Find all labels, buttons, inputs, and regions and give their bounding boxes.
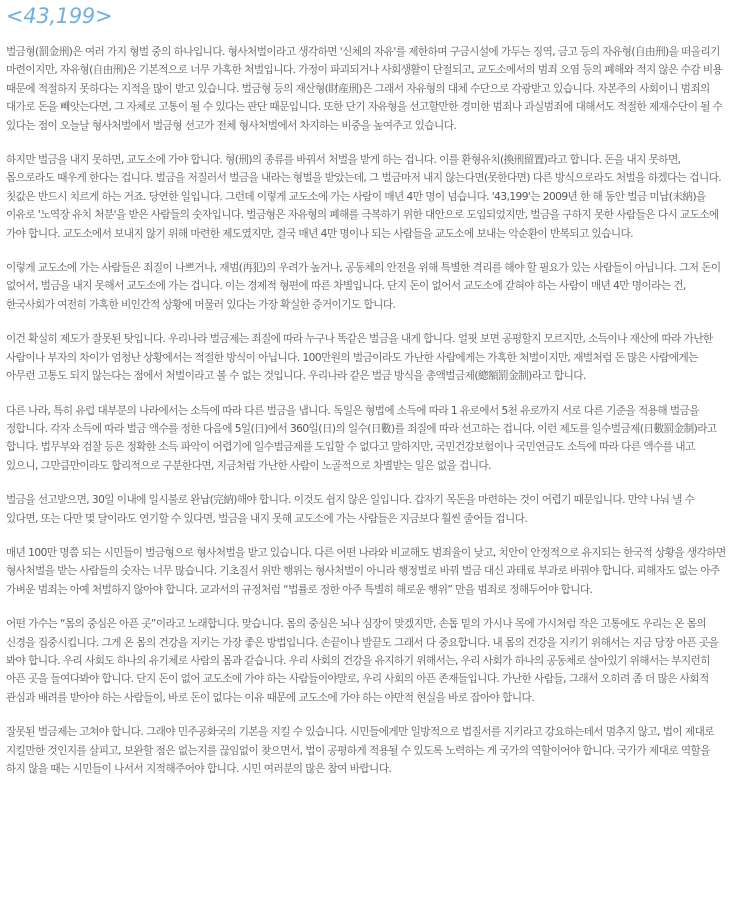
paragraph: 하지만 벌금을 내지 못하면, 교도소에 가야 합니다. 형(刑)의 종류를 바꿔서 처벌을 받게 하는 겁니다. 이를 환형유치(換刑留置)라고 합니다. 돈을 내지 못하면, 몸으로라도 때우게 한다는 겁니다. 벌금을 저질러서 벌금을 내라는 형벌을 받았는데, 그 벌금마저 내지 않는다면(못한다면) 다른 방식으로라도 처벌을 하겠다는 겁니다. 칫값은 반드시 치르게 하는 거죠. 당연한 일입니다. 그런데 이렇게 교도소에 가는 사람이 매년 4만 명이 넘습니다. '43,199'는 2009년 한 해 동안 벌금 미납(未納)을 이유로 '노역장 유치 처분'을 받은 사람들의 숫자입니다. 벌금형은 자유형의 폐해를 극복하기 위한 대안으로 도입되었지만, 벌금을 구하지 못한 사람들은 다시 교도소에 가야 합니다. 교도소에서 보내지 않기 위해 마련한 제도였지만, 결국 매년 4만 명이나 되는 사람들을 교도소에 보내는 악순환이 반복되고 있습니다. xyxy=(6,154,722,240)
paragraph: 매년 100만 명쯤 되는 시민들이 벌금형으로 형사처벌을 받고 있습니다. 다른 어떤 나라와 비교해도 범죄율이 낮고, 치안이 안정적으로 유지되는 한국적 상황을 생각하면 형사처벌을 받는 사람들의 숫자는 너무 많습니다. 기초질서 위반 행위는 형사처벌이 아니라 행정벌로 바꿔 벌금 대신 과태료 부과로 바꿔야 합니다. 피해자도 없는 아주 가벼운 범죄는 아예 처벌하지 않아야 합니다. 교과서의 규정처럼 “법률로 정한 아주 특별히 해로운 행위” 만을 범죄로 정해두어야 합니다. xyxy=(6,546,726,596)
paragraph: 이렇게 교도소에 가는 사람들은 죄질이 나쁘거나, 재범(再犯)의 우려가 높거나, 공동체의 안전을 위해 특별한 격리를 해야 할 필요가 있는 사람들이 아닙니다. 그저 돈이 없어서, 벌금을 내지 못해서 교도소에 가는 겁니다. 이는 경제적 형편에 따른 차별입니다. 단지 돈이 없어서 교도소에 갇혀야 하는 사람이 매년 4만 명이라는 건, 한국사회가 여전히 가혹한 비인간적 상황에 머물러 있다는 가장 확실한 증거이기도 합니다. xyxy=(6,262,721,311)
paragraph: 잘못된 벌금제는 고쳐야 합니다. 그래야 민주공화국의 기본을 지킬 수 있습니다. 시민들에게만 일방적으로 법질서를 지키라고 강요하는데서 멈추지 않고, 법이 제대로 지킬만한 것인지를 살피고, 보완할 점은 없는지를 끊임없이 찾으면서, 법이 공평하게 적용될 수 있도록 노력하는 게 국가의 역할이어야 합니다. 국가가 제대로 역할을 하지 않을 때는 시민들이 나서서 지적해주어야 합니다. 시민 여러분의 많은 참여 바랍니다. xyxy=(6,726,714,775)
paragraph: 벌금형(罰金刑)은 여러 가지 형벌 중의 하나입니다. 형사처벌이라고 생각하면 '신체의 자유'를 제한하며 구금시설에 가두는 징역, 금고 등의 자유형(自由刑)을 떠올리기 마련이지만, 자유형(自由刑)은 기본적으로 너무 가혹한 처벌입니다. 가정이 파괴되거나 사회생활이 단절되고, 교도소에서의 범죄 오염 등의 폐해와 적지 않은 수감 비용 때문에 적절하지 못하다는 지적을 많이 받고 있습니다. 벌금형 등의 재산형(財産刑)은 그래서 자유형의 대체 수단으로 각광받고 있습니다. 자본주의 사회이니 범죄의 대가로 돈을 빼앗는다면, 그 자체로 고통이 될 수 있다는 판단 때문입니다. 또한 단기 자유형을 선고할만한 경미한 범죄나 과실범죄에 대해서도 적절한 제재수단이 될 수 있다는 점이 오늘날 형사처벌에서 벌금형 선고가 전체 형사처벌에서 차지하는 비중을 높여주고 있습니다. xyxy=(6,46,723,132)
paragraph: 벌금을 선고받으면, 30일 이내에 일시불로 완납(完納)해야 합니다. 이것도 쉽지 않은 일입니다. 갑자기 목돈을 마련하는 것이 어렵기 때문입니다. 만약 나눠 낼 수 있다면, 또는 다만 몇 달이라도 연기할 수 있다면, 벌금을 내지 못해 교도소에 가는 사람들은 지금보다 훨씬 줄어들 겁니다. xyxy=(6,494,695,525)
paragraph: 이건 확실히 제도가 잘못된 탓입니다. 우리나라 벌금제는 죄질에 따라 누구나 똑같은 벌금을 내게 합니다. 얼핏 보면 공평할지 모르지만, 소득이나 재산에 따라 가난한 사람이나 부자의 차이가 엄청난 상황에서는 적절한 방식이 아닙니다. 100만원의 벌금이라도 가난한 사람에게는 가혹한 처벌이지만, 재벌처럼 돈 많은 사람에게는 아무런 고통도 되지 않는다는 점에서 처벌이라고 볼 수 없는 것입니다. 우리나라 같은 벌금 방식을 총액벌금제(總額罰金制)라고 합니다. xyxy=(6,333,713,383)
paragraph: 어떤 가수는 “몸의 중심은 아픈 곳”이라고 노래합니다. 맞습니다. 몸의 중심은 뇌나 심장이 맞겠지만, 손톱 밑의 가시나 목에 가시처럼 작은 고통에도 우리는 온 몸의 신경을 집중시킵니다. 그게 온 몸의 건강을 지키는 가장 좋은 방법입니다. 손끝이나 발끝도 그래서 다 중요합니다. 내 몸의 건강을 지키기 위해서는 지금 당장 아픈 곳을 봐야 합니다. 우리 사회도 하나의 유기체로 사람의 몸과 같습니다. 우리 사회의 건강을 유지하기 위해서는, 우리 사회가 하나의 공동체로 살아있기 위해서는 부지런히 아픈 곳을 들여다봐야 합니다. 단지 돈이 없어 교도소에 가야 하는 사람들이야말로, 우리 사회의 아픈 존재들입니다. 가난한 사람들, 그래서 오히려 좀 더 많은 사회적 관심과 배려를 받아야 하는 사람들이, 바로 돈이 없다는 이유 때문에 교도소에 가야 하는 야만적 현실을 바로 잡아야 합니다. xyxy=(6,618,719,704)
article-heading: <43,199> xyxy=(6,4,113,28)
article-body xyxy=(6,43,728,778)
paragraph: 다른 나라, 특히 유럽 대부분의 나라에서는 소득에 따라 다른 벌금을 냅니다. 독일은 형법에 소득에 따라 1 유로에서 5천 유로까지 서로 다른 기준을 적용해 벌금을 정합니다. 각자 소득에 따라 벌금 액수를 정한 다음에 5일(日)에서 360일(日)의 일수(日數)를 죄질에 따라 선고하는 겁니다. 이런 제도를 일수벌금제(日數罰金制)라고 합니다. 법무부와 검찰 등은 정확한 소득 파악이 어렵기에 일수벌금제를 도입할 수 없다고 말하지만, 국민건강보험이나 국민연금도 소득에 따라 다른 액수를 내고 있으니, 그만큼만이라도 합리적으로 구분한다면, 지금처럼 가난한 사람이 노골적으로 차별받는 일은 없을 겁니다. xyxy=(6,404,717,472)
